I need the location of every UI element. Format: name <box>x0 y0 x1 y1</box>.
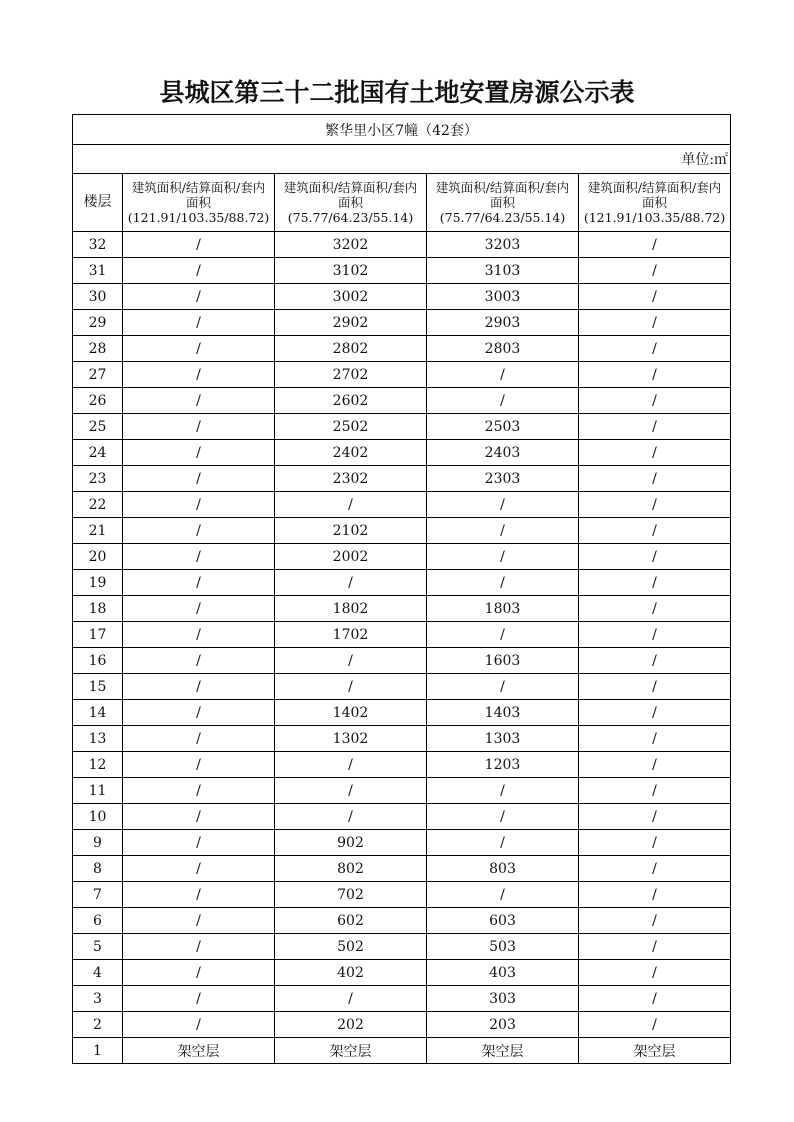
unit-cell: / <box>275 778 427 804</box>
unit-cell: / <box>123 726 275 752</box>
unit-cell: 202 <box>275 1012 427 1038</box>
table-row <box>73 830 731 856</box>
column-header-area: (121.91/103.35/88.72) <box>583 210 726 225</box>
unit-cell: / <box>123 830 275 856</box>
floor-cell: 26 <box>73 388 123 414</box>
unit-cell: 3202 <box>275 232 427 258</box>
unit-cell: / <box>579 336 731 362</box>
unit-cell: / <box>123 622 275 648</box>
unit-cell: / <box>579 258 731 284</box>
unit-cell: / <box>579 622 731 648</box>
unit-cell: / <box>123 414 275 440</box>
column-header-line1: 建筑面积/结算面积/套内 <box>587 180 722 195</box>
unit-cell: / <box>123 648 275 674</box>
floor-cell: 22 <box>73 492 123 518</box>
unit-cell: / <box>579 830 731 856</box>
page-title: 县城区第三十二批国有土地安置房源公示表 <box>159 78 635 107</box>
unit-cell: / <box>123 440 275 466</box>
unit-cell: 402 <box>275 960 427 986</box>
floor-cell: 14 <box>73 700 123 726</box>
unit-cell: / <box>579 440 731 466</box>
unit-cell: / <box>427 570 579 596</box>
floor-cell: 19 <box>73 570 123 596</box>
unit-cell: / <box>579 1012 731 1038</box>
unit-cell: / <box>123 674 275 700</box>
unit-cell: 2303 <box>427 466 579 492</box>
table-row <box>73 492 731 518</box>
column-header-area: (75.77/64.23/55.14) <box>439 210 566 225</box>
unit-cell: / <box>579 596 731 622</box>
unit-cell: / <box>579 726 731 752</box>
unit-cell: 架空层 <box>275 1038 427 1064</box>
unit-cell: / <box>579 752 731 778</box>
table-row <box>73 778 731 804</box>
unit-cell: 602 <box>275 908 427 934</box>
table-row <box>73 388 731 414</box>
table-body <box>73 115 731 1064</box>
floor-cell: 17 <box>73 622 123 648</box>
unit-cell: / <box>427 882 579 908</box>
unit-cell: / <box>579 284 731 310</box>
unit-cell: / <box>579 570 731 596</box>
unit-cell: 803 <box>427 856 579 882</box>
column-header <box>579 174 731 232</box>
floor-cell: 11 <box>73 778 123 804</box>
unit-cell: / <box>579 388 731 414</box>
unit-cell: 架空层 <box>123 1038 275 1064</box>
unit-cell: / <box>427 674 579 700</box>
unit-cell: / <box>579 232 731 258</box>
unit-cell: 1403 <box>427 700 579 726</box>
table-row <box>73 284 731 310</box>
unit-cell: 203 <box>427 1012 579 1038</box>
unit-cell: 1603 <box>427 648 579 674</box>
unit-cell: / <box>123 544 275 570</box>
unit-cell: 2702 <box>275 362 427 388</box>
unit-cell: / <box>579 882 731 908</box>
table-row <box>73 986 731 1012</box>
unit-cell: / <box>427 544 579 570</box>
table-row <box>73 362 731 388</box>
floor-cell: 16 <box>73 648 123 674</box>
unit-cell: / <box>123 700 275 726</box>
unit-cell: 架空层 <box>427 1038 579 1064</box>
unit-cell: / <box>579 492 731 518</box>
column-header-line2: 面积 <box>185 195 211 210</box>
unit-cell: 2402 <box>275 440 427 466</box>
floor-cell: 13 <box>73 726 123 752</box>
column-header-line2: 面积 <box>337 195 363 210</box>
table-row <box>73 804 731 830</box>
unit-cell: / <box>123 882 275 908</box>
floor-cell: 7 <box>73 882 123 908</box>
unit-cell: / <box>275 804 427 830</box>
unit-cell: / <box>123 960 275 986</box>
unit-cell: / <box>579 544 731 570</box>
unit-cell: / <box>123 934 275 960</box>
table-row <box>73 908 731 934</box>
column-header-area: (121.91/103.35/88.72) <box>127 210 270 225</box>
unit-cell: 3003 <box>427 284 579 310</box>
unit-cell: 403 <box>427 960 579 986</box>
unit-cell: / <box>579 960 731 986</box>
unit-cell: 1303 <box>427 726 579 752</box>
unit-cell: 3002 <box>275 284 427 310</box>
column-header <box>275 174 427 232</box>
unit-cell: / <box>579 518 731 544</box>
unit-cell: / <box>123 596 275 622</box>
unit-cell: 902 <box>275 830 427 856</box>
unit-cell: / <box>427 492 579 518</box>
table-row <box>73 1012 731 1038</box>
table-row <box>73 934 731 960</box>
unit-cell: 2102 <box>275 518 427 544</box>
unit-cell: 502 <box>275 934 427 960</box>
unit-cell: 1302 <box>275 726 427 752</box>
table-row <box>73 752 731 778</box>
unit-cell: / <box>579 414 731 440</box>
unit-cell: 1203 <box>427 752 579 778</box>
column-header <box>123 174 275 232</box>
floor-cell: 4 <box>73 960 123 986</box>
unit-cell: 3203 <box>427 232 579 258</box>
unit-cell: / <box>123 232 275 258</box>
unit-cell: 1802 <box>275 596 427 622</box>
unit-cell: 架空层 <box>579 1038 731 1064</box>
unit-cell: 2502 <box>275 414 427 440</box>
floor-cell: 9 <box>73 830 123 856</box>
unit-cell: / <box>275 986 427 1012</box>
unit-cell: / <box>123 908 275 934</box>
housing-table <box>72 114 731 1064</box>
unit-cell: 2602 <box>275 388 427 414</box>
unit-cell: / <box>123 856 275 882</box>
floor-cell: 27 <box>73 362 123 388</box>
floor-header: 楼层 <box>73 174 123 232</box>
table-row <box>73 960 731 986</box>
unit-cell: / <box>579 804 731 830</box>
unit-cell: / <box>275 570 427 596</box>
unit-cell: / <box>579 362 731 388</box>
table-row <box>73 648 731 674</box>
floor-cell: 15 <box>73 674 123 700</box>
unit-cell: / <box>579 908 731 934</box>
floor-cell: 8 <box>73 856 123 882</box>
unit-cell: / <box>275 752 427 778</box>
unit-cell: / <box>123 1012 275 1038</box>
floor-cell: 29 <box>73 310 123 336</box>
table-row <box>73 674 731 700</box>
table-row <box>73 700 731 726</box>
unit-cell: / <box>123 310 275 336</box>
unit-cell: / <box>123 986 275 1012</box>
floor-cell: 5 <box>73 934 123 960</box>
floor-cell: 6 <box>73 908 123 934</box>
unit-cell: / <box>579 700 731 726</box>
unit-cell: / <box>275 674 427 700</box>
caption-row <box>73 115 731 145</box>
unit-label: 单位:㎡ <box>73 145 731 174</box>
table-row <box>73 518 731 544</box>
floor-cell: 10 <box>73 804 123 830</box>
table-row <box>73 570 731 596</box>
floor-cell: 23 <box>73 466 123 492</box>
column-header-line2: 面积 <box>642 195 668 210</box>
table-row <box>73 596 731 622</box>
unit-cell: 1402 <box>275 700 427 726</box>
column-header-line1: 建筑面积/结算面积/套内 <box>435 180 570 195</box>
unit-cell: / <box>427 388 579 414</box>
unit-cell: 503 <box>427 934 579 960</box>
column-header-line1: 建筑面积/结算面积/套内 <box>283 180 418 195</box>
unit-cell: / <box>123 570 275 596</box>
table-row <box>73 232 731 258</box>
unit-cell: 303 <box>427 986 579 1012</box>
unit-cell: / <box>579 648 731 674</box>
column-header-line2: 面积 <box>489 195 515 210</box>
unit-cell: 2803 <box>427 336 579 362</box>
floor-cell: 24 <box>73 440 123 466</box>
unit-cell: 2902 <box>275 310 427 336</box>
unit-cell: / <box>427 518 579 544</box>
table-row <box>73 726 731 752</box>
table-row <box>73 544 731 570</box>
floor-cell: 31 <box>73 258 123 284</box>
column-header <box>427 174 579 232</box>
unit-cell: / <box>123 804 275 830</box>
unit-cell: / <box>123 466 275 492</box>
floor-cell: 12 <box>73 752 123 778</box>
table-row <box>73 310 731 336</box>
floor-cell: 3 <box>73 986 123 1012</box>
floor-cell: 32 <box>73 232 123 258</box>
floor-cell: 28 <box>73 336 123 362</box>
unit-cell: 2002 <box>275 544 427 570</box>
unit-cell: / <box>427 804 579 830</box>
table-row <box>73 882 731 908</box>
floor-cell: 2 <box>73 1012 123 1038</box>
unit-cell: / <box>123 258 275 284</box>
table-row <box>73 622 731 648</box>
table-row <box>73 414 731 440</box>
unit-cell: / <box>579 310 731 336</box>
unit-cell: 2403 <box>427 440 579 466</box>
floor-cell: 25 <box>73 414 123 440</box>
unit-cell: / <box>123 492 275 518</box>
unit-cell: 2802 <box>275 336 427 362</box>
unit-cell: / <box>427 778 579 804</box>
unit-cell: 702 <box>275 882 427 908</box>
unit-cell: 2503 <box>427 414 579 440</box>
unit-cell: / <box>579 856 731 882</box>
unit-cell: / <box>123 336 275 362</box>
floor-cell: 21 <box>73 518 123 544</box>
unit-cell: / <box>579 466 731 492</box>
floor-cell: 20 <box>73 544 123 570</box>
unit-cell: 2302 <box>275 466 427 492</box>
unit-cell: / <box>427 830 579 856</box>
unit-cell: 3103 <box>427 258 579 284</box>
unit-cell: / <box>123 778 275 804</box>
unit-cell: / <box>275 648 427 674</box>
unit-cell: 3102 <box>275 258 427 284</box>
table-row <box>73 258 731 284</box>
unit-cell: / <box>579 778 731 804</box>
unit-cell: / <box>123 752 275 778</box>
unit-cell: / <box>123 518 275 544</box>
unit-cell: / <box>579 674 731 700</box>
header-row <box>73 174 731 232</box>
table-row <box>73 336 731 362</box>
unit-row <box>73 145 731 174</box>
unit-cell: 1702 <box>275 622 427 648</box>
unit-cell: 603 <box>427 908 579 934</box>
unit-cell: / <box>275 492 427 518</box>
unit-cell: 1803 <box>427 596 579 622</box>
unit-cell: / <box>427 622 579 648</box>
unit-cell: / <box>123 362 275 388</box>
unit-cell: / <box>123 388 275 414</box>
unit-cell: / <box>427 362 579 388</box>
table-row <box>73 856 731 882</box>
floor-cell: 30 <box>73 284 123 310</box>
table-row <box>73 440 731 466</box>
floor-cell: 1 <box>73 1038 123 1064</box>
unit-cell: / <box>579 986 731 1012</box>
unit-cell: 802 <box>275 856 427 882</box>
unit-cell: / <box>123 284 275 310</box>
column-header-line1: 建筑面积/结算面积/套内 <box>131 180 266 195</box>
table-row <box>73 1038 731 1064</box>
floor-cell: 18 <box>73 596 123 622</box>
column-header-area: (75.77/64.23/55.14) <box>287 210 414 225</box>
table-row <box>73 466 731 492</box>
unit-cell: / <box>579 934 731 960</box>
unit-cell: 2903 <box>427 310 579 336</box>
table-subtitle: 繁华里小区7幢（42套） <box>73 115 731 145</box>
